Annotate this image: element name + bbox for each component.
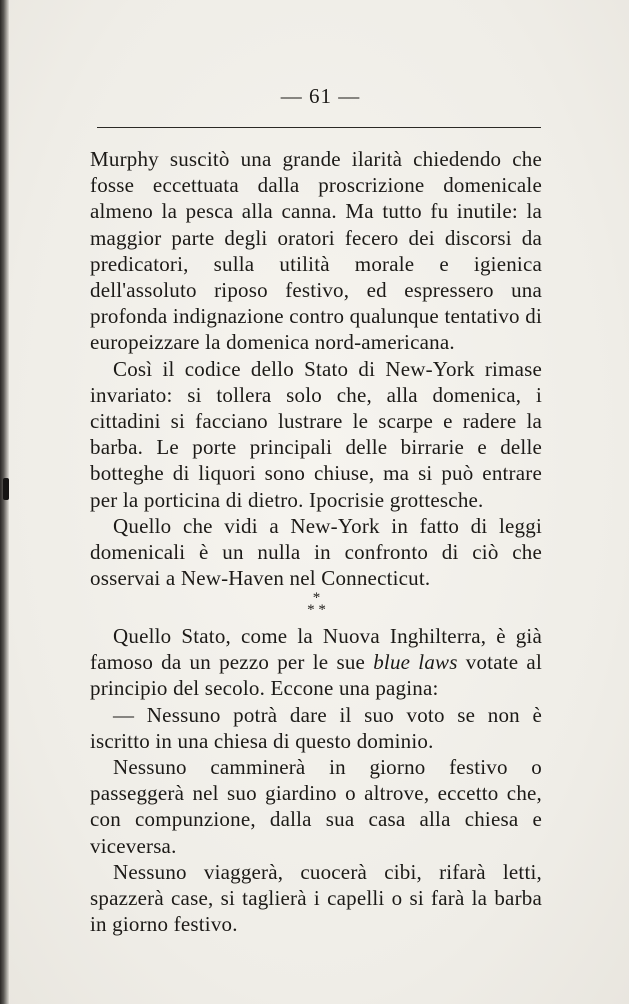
page-number: — 61 —	[280, 84, 361, 108]
blue-laws-italic: blue laws	[373, 650, 458, 675]
page-binding-edge	[0, 0, 9, 1004]
paragraph-2: Così il codice dello Stato di New-York rimase invariato: si tollera solo che, alla domenica, i cittadini si facciano lustrare le scarpe e radere la barba. Le porte principali delle birrarie e delle botteghe di liquori sono chiuse, ma si può entrare per la porticina di dietro. Ipocrisie grottesche.	[90, 356, 542, 512]
paragraph-1: Murphy suscitò una grande ilarità chiedendo che fosse eccettuata dalla proscrizione domenicale almeno la pesca alla canna. Ma tutto fu inutile: la maggior parte degli oratori fecero dei discorsi da predicatori, sulla utilità morale e igienica dell'assoluto riposo festivo, ed espressero una profonda indignazione contro qualunque tentativo di europeizzare la domenica nord-americana.	[90, 147, 542, 355]
paragraph-5: — Nessuno potrà dare il suo voto se non è iscritto in una chiesa di questo dominio.	[90, 702, 542, 753]
text-block-upper	[90, 146, 542, 591]
paragraph-7: Nessuno viaggerà, cuocerà cibi, rifarà letti, spazzerà case, si taglierà i capelli o si farà la barba in giorno festivo.	[90, 859, 542, 937]
paragraph-4	[90, 623, 542, 702]
paragraph-4-text-after: votate al principio del secolo. Eccone una pagina:	[90, 650, 542, 701]
asterism-top: *	[312, 590, 321, 606]
asterism-bottom: * *	[307, 602, 326, 618]
paragraph-4-text-before: Quello Stato, come la Nuova Inghilterra, è già famoso da un pezzo per le sue	[90, 624, 542, 675]
text-block-lower	[90, 623, 542, 937]
binding-mark	[3, 478, 9, 500]
header-rule	[97, 127, 541, 128]
paragraph-6: Nessuno camminerà in giorno festivo o passeggerà nel suo giardino o altrove, eccetto che, con compunzione, dalla sua casa alla chiesa e viceversa.	[90, 755, 542, 858]
paragraph-3: Quello che vidi a New-York in fatto di leggi domenicali è un nulla in confronto di ciò che osservai a New-Haven nel Connecticut.	[90, 513, 542, 591]
section-break-asterism	[2, 592, 629, 616]
